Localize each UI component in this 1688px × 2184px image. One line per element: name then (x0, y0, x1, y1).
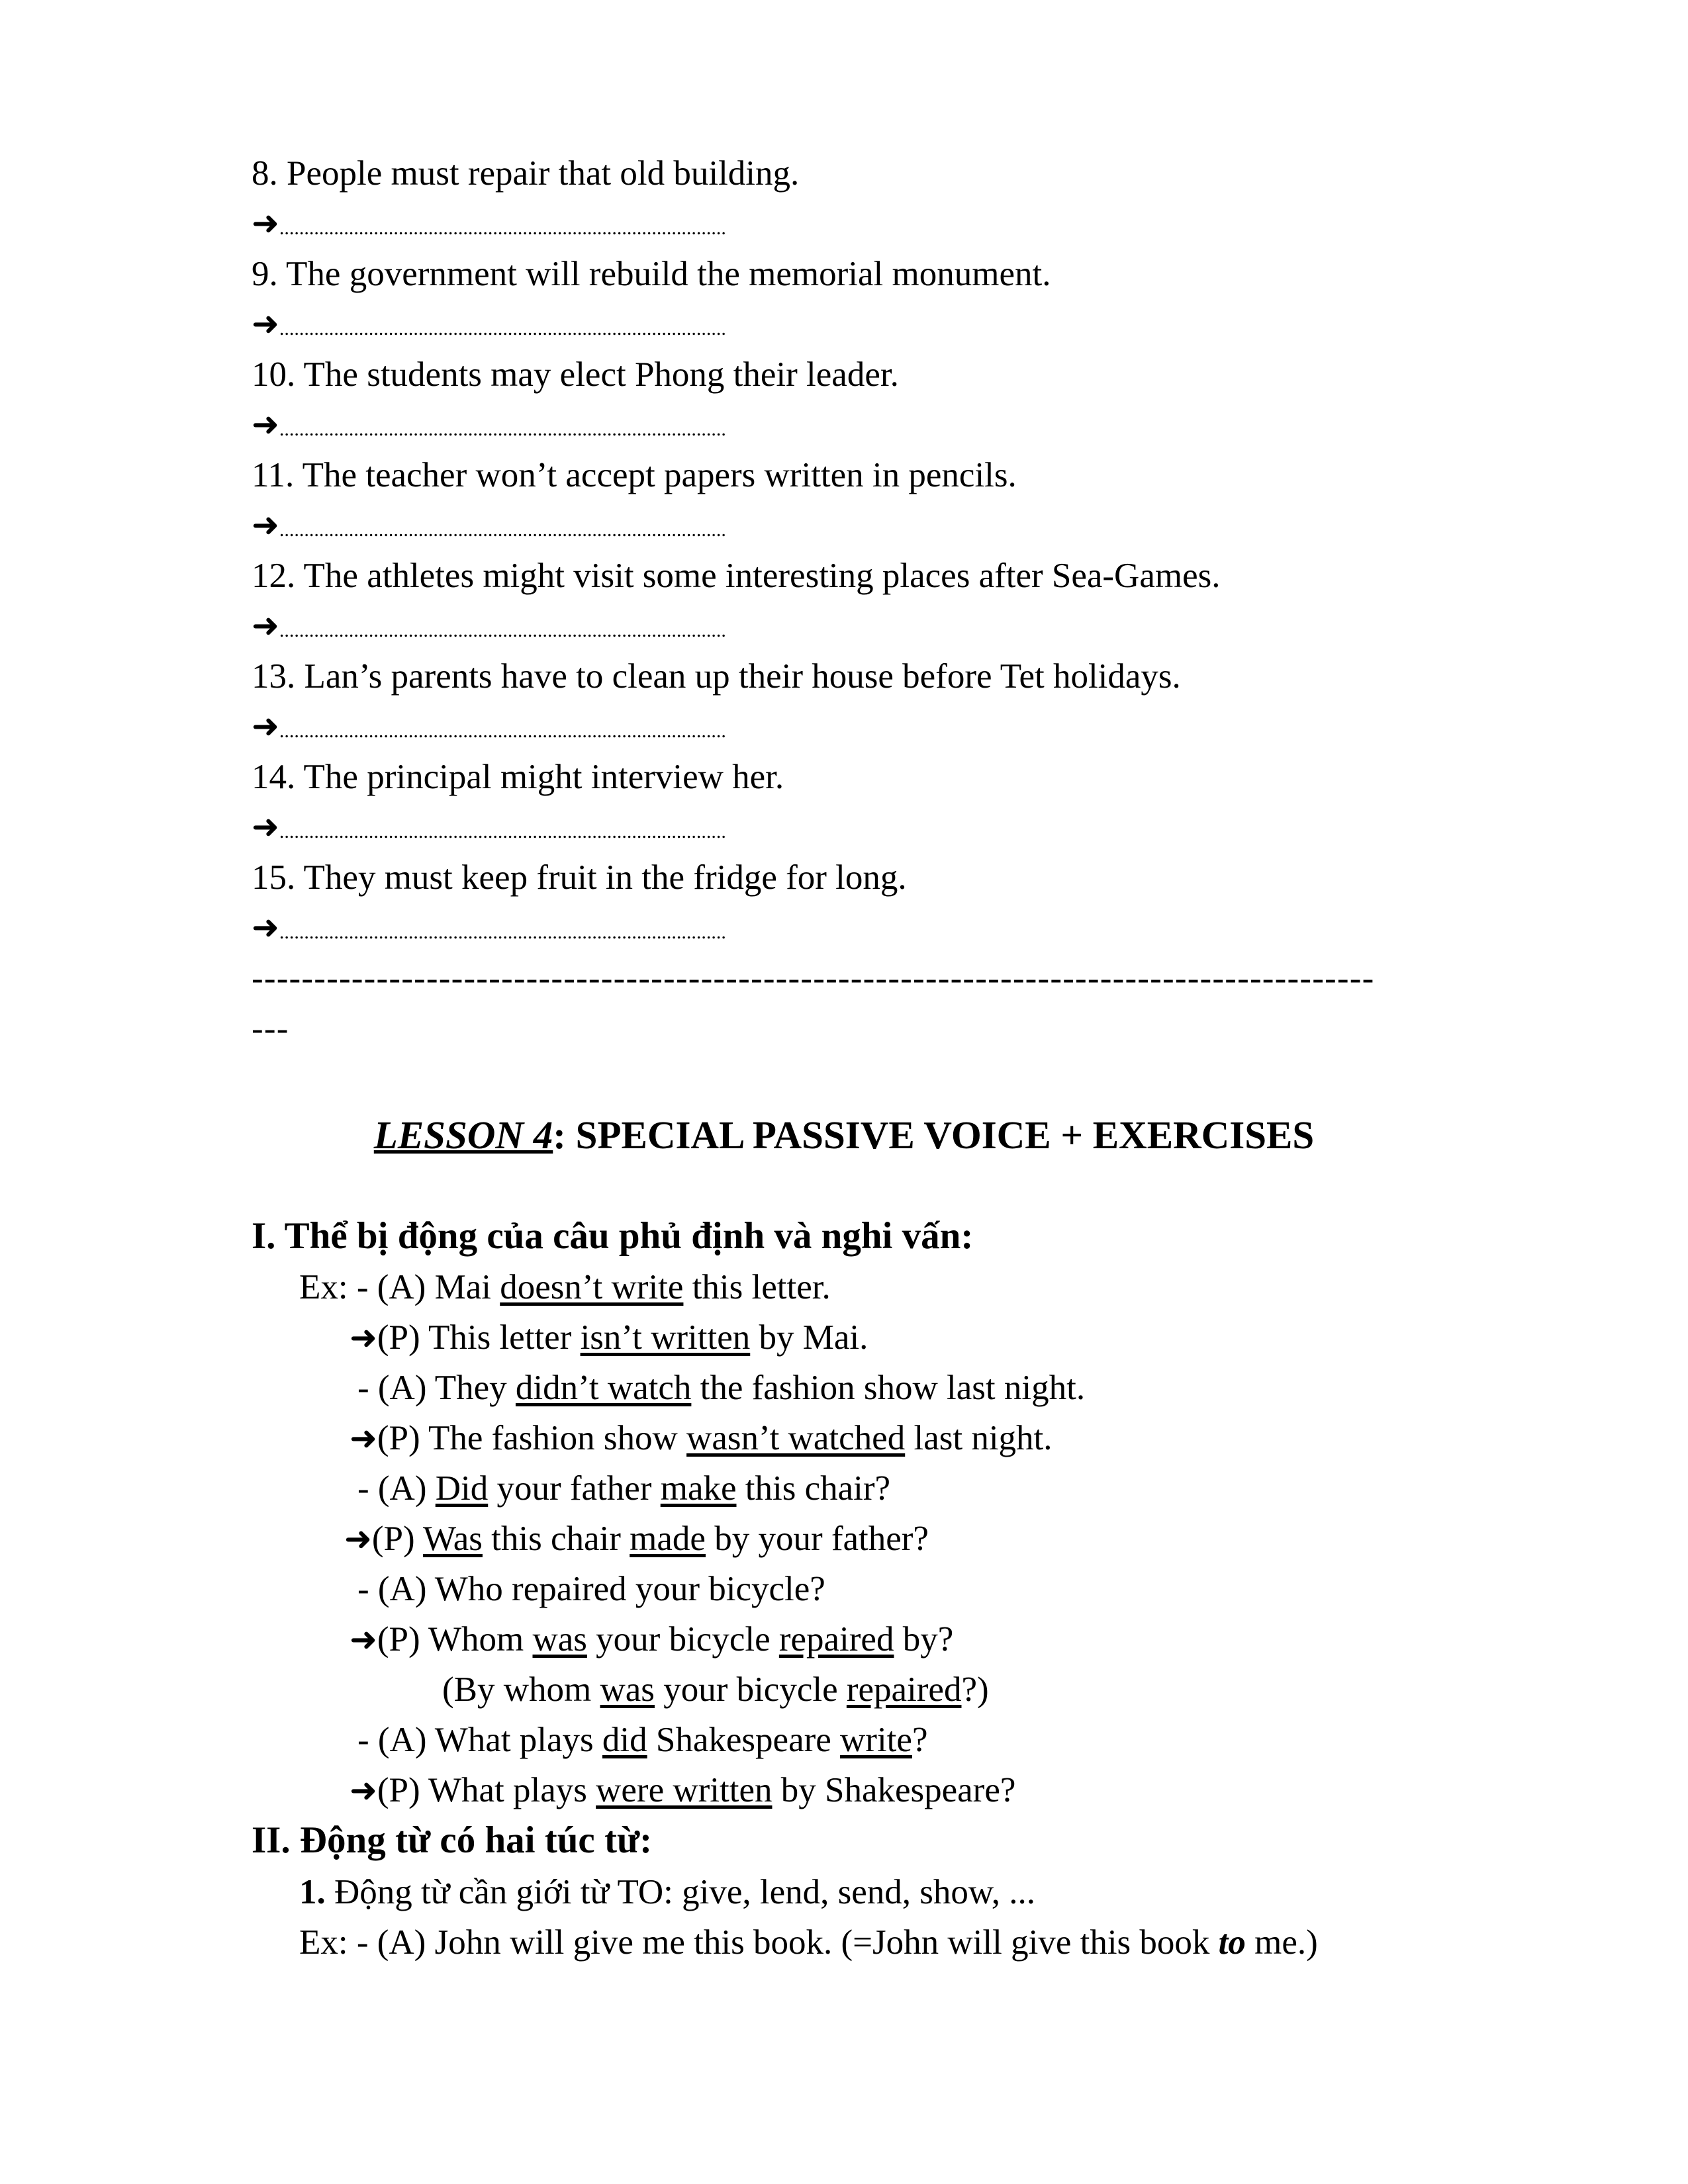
example-line-p3: ➜(P) Was this chair made by your father? (344, 1520, 929, 1558)
example-line-a5: - (A) What plays did Shakespeare write? (357, 1721, 928, 1759)
example-line-p1: ➜(P) This letter isn’t written by Mai. (350, 1318, 868, 1357)
answer-line-13[interactable]: ➜.......................................................................................... (252, 707, 726, 745)
section-1-heading: I. Thể bị động của câu phủ định và nghi vấn: (252, 1215, 974, 1257)
answer-line-8[interactable]: ➜.......................................................................................... (252, 204, 726, 242)
exercise-12: 12. The athletes might visit some interesting places after Sea-Games. (252, 557, 1221, 595)
example-line-a4: - (A) Who repaired your bicycle? (357, 1570, 825, 1608)
arrow-icon: ➜ (252, 304, 279, 343)
exercise-13: 13. Lan’s parents have to clean up their house before Tet holidays. (252, 657, 1181, 696)
section-2-example: Ex: - (A) John will give me this book. (=John will give this book to me.) (299, 1923, 1318, 1962)
example-line-a2: - (A) They didn’t watch the fashion show last night. (357, 1369, 1086, 1407)
exercise-11: 11. The teacher won’t accept papers written in pencils. (252, 456, 1017, 494)
exercise-9: 9. The government will rebuild the memorial monument. (252, 255, 1051, 293)
answer-line-9[interactable]: ➜.......................................................................................... (252, 304, 726, 343)
arrow-icon: ➜ (252, 707, 279, 745)
answer-line-14[interactable]: ➜.......................................................................................... (252, 807, 726, 846)
exercise-15: 15. They must keep fruit in the fridge for long. (252, 858, 907, 897)
example-line-a3: - (A) Did your father make this chair? (357, 1469, 891, 1508)
example-line-p2: ➜(P) The fashion show wasn’t watched last night. (350, 1419, 1053, 1457)
arrow-icon: ➜ (344, 1520, 372, 1558)
example-line-a1: Ex: - (A) Mai doesn’t write this letter. (299, 1268, 831, 1306)
arrow-icon: ➜ (252, 506, 279, 544)
arrow-icon: ➜ (252, 807, 279, 846)
section-2-item-1: 1. Động từ cần giới từ TO: give, lend, send, show, ... (299, 1873, 1036, 1911)
lesson-label: LESSON 4 (373, 1113, 553, 1157)
arrow-icon: ➜ (252, 405, 279, 443)
exercise-10: 10. The students may elect Phong their leader. (252, 355, 899, 394)
separator-tail: --- (252, 1009, 289, 1048)
lesson-title-text: : SPECIAL PASSIVE VOICE + EXERCISES (553, 1113, 1315, 1157)
arrow-icon: ➜ (350, 1771, 377, 1809)
separator-line: ------------------------------------------------------------------------------------------ (252, 959, 1375, 997)
section-2-heading: II. Động từ có hai túc từ: (252, 1819, 653, 1861)
example-line-p5: ➜(P) What plays were written by Shakespeare? (350, 1771, 1016, 1809)
answer-line-15[interactable]: ➜.......................................................................................... (252, 908, 726, 946)
exercise-8: 8. People must repair that old building. (252, 154, 800, 193)
answer-line-12[interactable]: ➜.......................................................................................... (252, 606, 726, 645)
example-line-p4b: (By whom was your bicycle repaired?) (442, 1670, 989, 1709)
answer-line-11[interactable]: ➜.......................................................................................... (252, 506, 726, 544)
arrow-icon: ➜ (350, 1318, 377, 1357)
exercise-14: 14. The principal might interview her. (252, 758, 784, 796)
example-line-p4: ➜(P) Whom was your bicycle repaired by? (350, 1620, 954, 1659)
arrow-icon: ➜ (252, 606, 279, 645)
lesson-title (0, 1112, 1688, 1158)
arrow-icon: ➜ (252, 204, 279, 242)
arrow-icon: ➜ (350, 1620, 377, 1659)
arrow-icon: ➜ (252, 908, 279, 946)
answer-line-10[interactable]: ➜.......................................................................................... (252, 405, 726, 443)
arrow-icon: ➜ (350, 1419, 377, 1457)
